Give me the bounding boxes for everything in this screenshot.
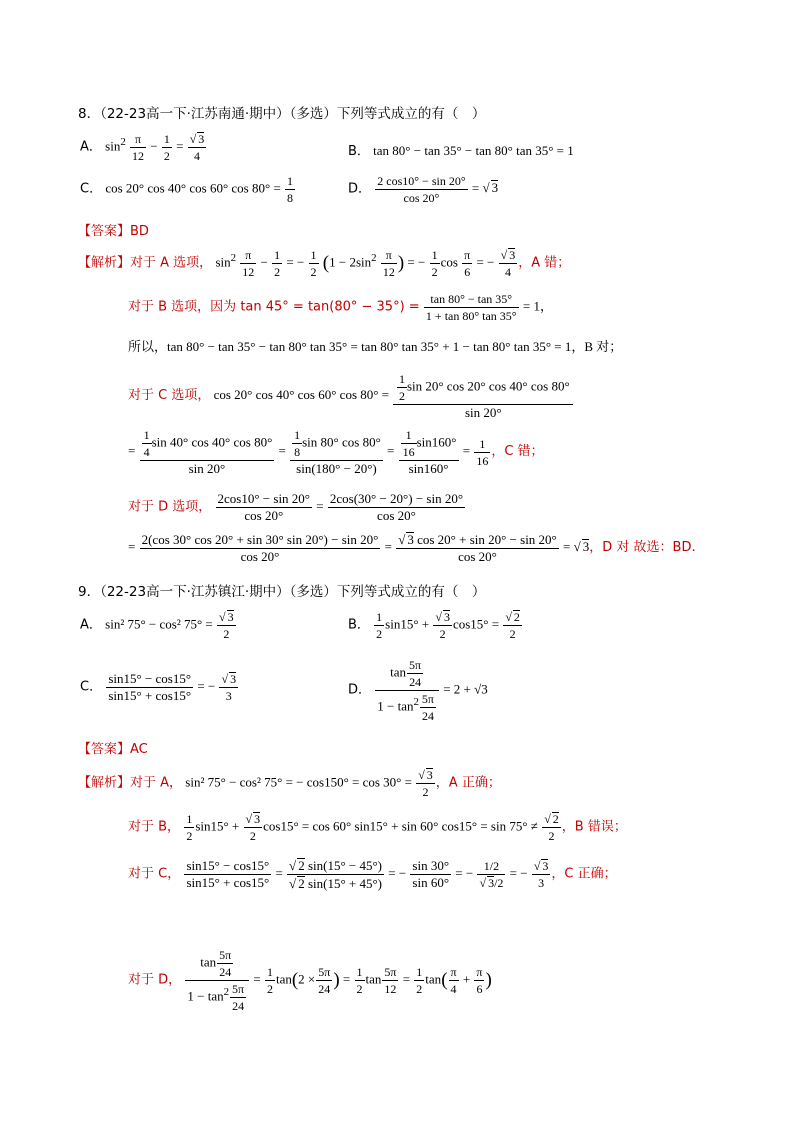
question-8-stem: 8．（22-23高一下·江苏南通·期中）（多选）下列等式成立的有（ ） bbox=[78, 106, 486, 122]
q8-analysis-d: 对于 D 选项， $\frac{2\cos 10^\circ - \sin 20^\circ}{\cos 20^\circ}$ = $\frac{2\cos(30^\circ - 20^\circ) - \sin 20^\circ}{\cos 20^\circ}$ bbox=[128, 491, 464, 523]
q9-analysis-d: 对于 D， tan $\frac{5\pi}{24}$ $1 - \tan^2$ $\frac{5\pi}{24}$ = $\frac{1}{2}$ tan(2 × $\frac{5\pi}{24}$ ) = $\frac{1}{2}$ tan $\frac{5\pi}{12}$ = $\frac{1}{2}$ tan( $\frac{\pi}{4}$ + $\frac{\pi}{6}$ ) bbox=[128, 948, 492, 1013]
q9-analysis-b: 对于 B， $\frac{1}{2}$ sin15° + $\frac{√ 3}{2}$ cos15° = cos 60° sin15° + sin 60° cos15° = sin 75° ≠ $\frac{√ 2}{2}$ ，B 错误； bbox=[128, 812, 627, 843]
q8-analysis-b: 对于 B 选项，因为 tan 45° = tan(80° − 35°) = $\frac{\tan 80^\circ - \tan 35^\circ}{1 + \tan 80^\circ \tan 35^\circ}$ = 1， bbox=[128, 292, 553, 323]
q8-option-b: B． tan 80° − tan 35° − tan 80° tan 35° = 1 bbox=[348, 143, 574, 159]
q9-option-b: B． $\frac{1}{2}$ sin15° + $\frac{√ 3}{2}$ cos15° = $\frac{√ 2}{2}$ bbox=[348, 610, 520, 641]
q8-analysis-d2: = $\frac{2(\cos 30^\circ \cos 20^\circ + \sin 30^\circ \sin 20^\circ) - \sin 20^\circ}{\cos 20^\circ}$ = $\frac{√ 3 \cos 20^\circ + \sin 20^\circ - \sin 20^\circ}{\cos 20^\circ}$ = √ 3，D 对 故选：BD. bbox=[128, 531, 696, 564]
q8-analysis-c2: = $\frac{1}{4}$ sin 40° cos 40° cos 80° sin 20° = $\frac{1}{8}$ sin 80° cos 80° sin(180° − 20°) = $\frac{1}{16}$ sin160° sin160° = $\frac{1}{16}$ ，C 错； bbox=[128, 428, 544, 476]
q9-analysis-c: 对于 C， $\frac{\sin 15^\circ - \cos 15^\circ}{\sin 15^\circ + \cos 15^\circ}$ = $\frac{√ 2 \sin(15^\circ - 45^\circ)}{√ 2 \sin(15^\circ + 45^\circ)}$ = − $\frac{\sin 30^\circ}{\sin 60^\circ}$ = − $\frac{1/2}{√ 3/2}$ = − $\frac{√ 3}{3}$ ，C 正确； bbox=[128, 858, 617, 891]
q9-option-a: A． sin² 75° − cos² 75° = $\frac{√ 3}{2}$ bbox=[80, 610, 234, 641]
q9-option-d: D． tan $\frac{5\pi}{24}$ $1 - \tan^2$ $\frac{5\pi}{24}$ = 2 + √3 bbox=[348, 658, 488, 723]
q8-option-c: C． cos 20° cos 40° cos 60° cos 80° = $\frac{1}{8}$ bbox=[80, 174, 294, 205]
q8-option-d: D． $\frac{2 \cos 10^\circ - \sin 20^\circ}{\cos 20^\circ}$ = √ 3 bbox=[348, 174, 499, 205]
q8-analysis-b2: 所以，tan 80° − tan 35° − tan 80° tan 35° = tan 80° tan 35° + 1 − tan 80° tan 35° = 1，B 对； bbox=[128, 339, 623, 354]
q8-option-a: A． $\sin^2$ $\frac{\pi}{12}$ − $\frac{1}{2}$ = $\frac{√ 3}{4}$ bbox=[80, 132, 205, 163]
q8-answer: 【答案】BD bbox=[78, 224, 149, 239]
question-9-stem: 9．（22-23高一下·江苏镇江·期中）（多选）下列等式成立的有（ ） bbox=[78, 584, 486, 600]
q8-analysis-c: 对于 C 选项， cos 20° cos 40° cos 60° cos 80° = $\frac{1}{2}$ sin 20° cos 20° cos 40° cos 80° sin 20° bbox=[128, 372, 574, 420]
q9-analysis-a: 【解析】对于 A， sin² 75° − cos² 75° = − cos150° = cos 30° = $\frac{√ 3}{2}$ ，A 正确； bbox=[78, 768, 501, 799]
q8-analysis-a: 【解析】对于 A 选项， $\sin^2$ $\frac{\pi}{12}$ − $\frac{1}{2}$ = − $\frac{1}{2}$ ($1 - 2\sin^2$ $\frac{\pi}{12}$ ) = − $\frac{1}{2}$ cos $\frac{\pi}{6}$ = − $\frac{√ 3}{4}$ ，A 错； bbox=[78, 248, 571, 279]
q9-answer: 【答案】AC bbox=[78, 742, 148, 757]
q9-option-c: C． $\frac{\sin 15^\circ - \cos 15^\circ}{\sin 15^\circ + \cos 15^\circ}$ = − $\frac{√ 3}{3}$ bbox=[80, 671, 237, 703]
